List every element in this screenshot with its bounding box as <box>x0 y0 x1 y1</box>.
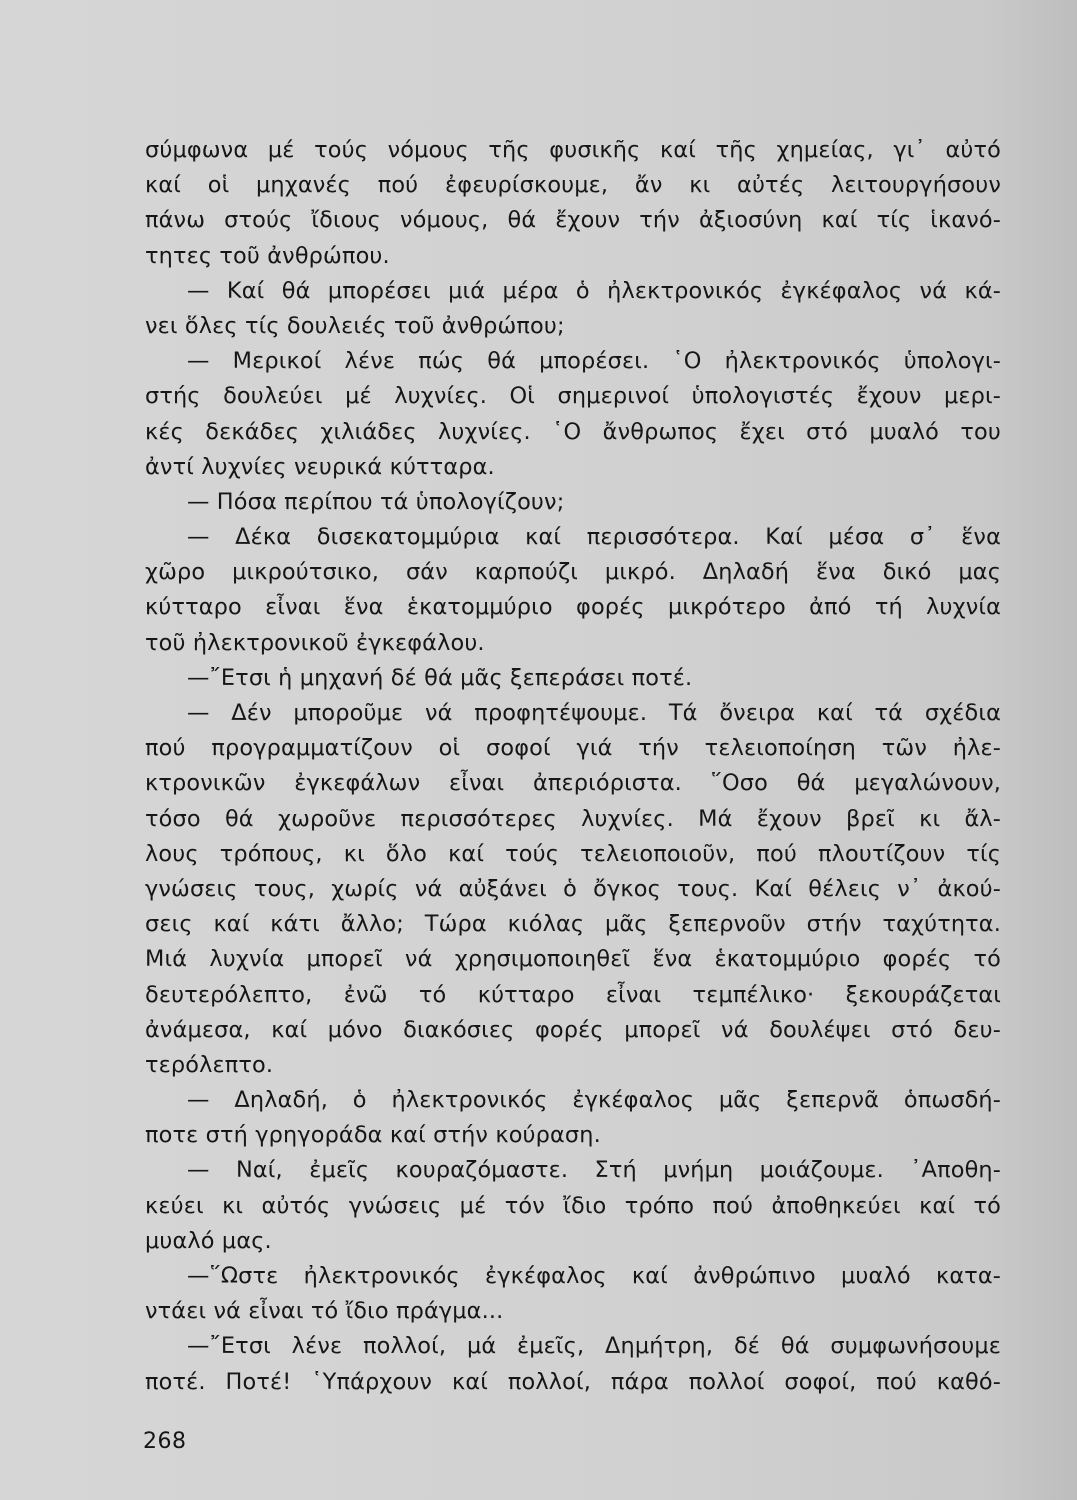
text-line: κτρονικῶν ἐγκεφάλων εἶναι ἀπεριόριστα. ῞Οσο θά μεγαλώνουν, <box>145 770 1001 797</box>
text-line: ποτέ. Ποτέ! ῾Υπάρχουν καί πολλοί, πάρα πολλοί σοφοί, πού καθό- <box>145 1368 1001 1395</box>
text-line: τερόλεπτο. <box>145 1051 274 1078</box>
text-line: —῎Ετσι λένε πολλοί, μά ἐμεῖς, Δημήτρη, δέ θά συμφωνήσουμε <box>187 1333 1001 1360</box>
text-line: χῶρο μικρούτσικο, σάν καρπούζι μικρό. Δηλαδή ἕνα δικό μας <box>145 559 1001 586</box>
body-text <box>145 133 1001 1400</box>
text-line: δευτερόλεπτο, ἐνῶ τό κύτταρο εἶναι τεμπέλικο· ξεκουράζεται <box>145 981 1001 1008</box>
text-line: πάνω στούς ἴδιους νόμους, θά ἔχουν τήν ἀξιοσύνη καί τίς ἱκανό- <box>145 207 1001 234</box>
text-line: — Καί θά μπορέσει μιά μέρα ὁ ἠλεκτρονικός ἐγκέφαλος νά κά- <box>187 277 1001 304</box>
text-line: Μιά λυχνία μπορεῖ νά χρησιμοποιηθεῖ ἕνα ἑκατομμύριο φορές τό <box>145 946 1001 973</box>
text-line: ἀντί λυχνίες νευρικά κύτταρα. <box>145 453 495 480</box>
text-line: κύτταρο εἶναι ἕνα ἑκατομμύριο φορές μικρότερο ἀπό τή λυχνία <box>145 594 1001 621</box>
text-line: κές δεκάδες χιλιάδες λυχνίες. ῾Ο ἄνθρωπος ἔχει στό μυαλό του <box>145 418 1001 445</box>
text-line: — Πόσα περίπου τά ὑπολογίζουν; <box>187 488 565 515</box>
text-line: τητες τοῦ ἀνθρώπου. <box>145 242 390 269</box>
text-line: —῞Ωστε ἠλεκτρονικός ἐγκέφαλος καί ἀνθρώπινο μυαλό κατα- <box>187 1263 1001 1289</box>
text-line: τόσο θά χωροῦνε περισσότερες λυχνίες. Μά ἔχουν βρεῖ κι ἄλ- <box>145 805 1001 832</box>
text-line: στής δουλεύει μέ λυχνίες. Οἱ σημερινοί ὑπολογιστές ἔχουν μερι- <box>145 383 1001 410</box>
text-line: — Ναί, ἐμεῖς κουραζόμαστε. Στή μνήμη μοιάζουμε. ᾿Αποθη- <box>187 1157 1001 1184</box>
text-line: — Δηλαδή, ὁ ἠλεκτρονικός ἐγκέφαλος μᾶς ξεπερνᾶ ὁπωσδή- <box>187 1087 1001 1114</box>
text-line: ἀνάμεσα, καί μόνο διακόσιες φορές μπορεῖ νά δουλέψει στό δευ- <box>145 1016 1001 1043</box>
text-line: — Δέκα δισεκατομμύρια καί περισσότερα. Καί μέσα σ᾽ ἕνα <box>187 524 1001 551</box>
text-line: τοῦ ἠλεκτρονικοῦ ἐγκεφάλου. <box>145 629 485 656</box>
text-line: — Μερικοί λένε πώς θά μπορέσει. ῾Ο ἠλεκτρονικός ὑπολογι- <box>187 348 1001 375</box>
text-line: σεις καί κάτι ἄλλο; Τώρα κιόλας μᾶς ξεπερνοῦν στήν ταχύτητα. <box>145 911 1001 938</box>
text-line: —῎Ετσι ἡ μηχανή δέ θά μᾶς ξεπεράσει ποτέ. <box>187 664 693 691</box>
text-line: πού προγραμματίζουν οἱ σοφοί γιά τήν τελειοποίηση τῶν ἠλε- <box>145 735 1001 762</box>
page-number: 268 <box>143 1429 187 1454</box>
text-line: — Δέν μποροῦμε νά προφητέψουμε. Τά ὄνειρα καί τά σχέδια <box>187 700 1001 726</box>
text-line: νει ὅλες τίς δουλειές τοῦ ἀνθρώπου; <box>145 312 565 339</box>
text-line: μυαλό μας. <box>145 1227 272 1254</box>
text-line: καί οἱ μηχανές πού ἐφευρίσκουμε, ἄν κι αὐτές λειτουργήσουν <box>145 172 1001 199</box>
text-line: κεύει κι αὐτός γνώσεις μέ τόν ἴδιο τρόπο πού ἀποθηκεύει καί τό <box>145 1192 1001 1219</box>
text-line: λους τρόπους, κι ὅλο καί τούς τελειοποιοῦν, πού πλουτίζουν τίς <box>145 840 1001 867</box>
text-line: ποτε στή γρηγοράδα καί στήν κούραση. <box>145 1122 601 1149</box>
text-line: σύμφωνα μέ τούς νόμους τῆς φυσικῆς καί τῆς χημείας, γι᾽ αὐτό <box>145 137 1001 163</box>
text-line: γνώσεις τους, χωρίς νά αὐξάνει ὁ ὄγκος τους. Καί θέλεις ν᾽ ἀκού- <box>145 875 1001 902</box>
text-line: ντάει νά εἶναι τό ἴδιο πράγμα... <box>145 1298 504 1325</box>
